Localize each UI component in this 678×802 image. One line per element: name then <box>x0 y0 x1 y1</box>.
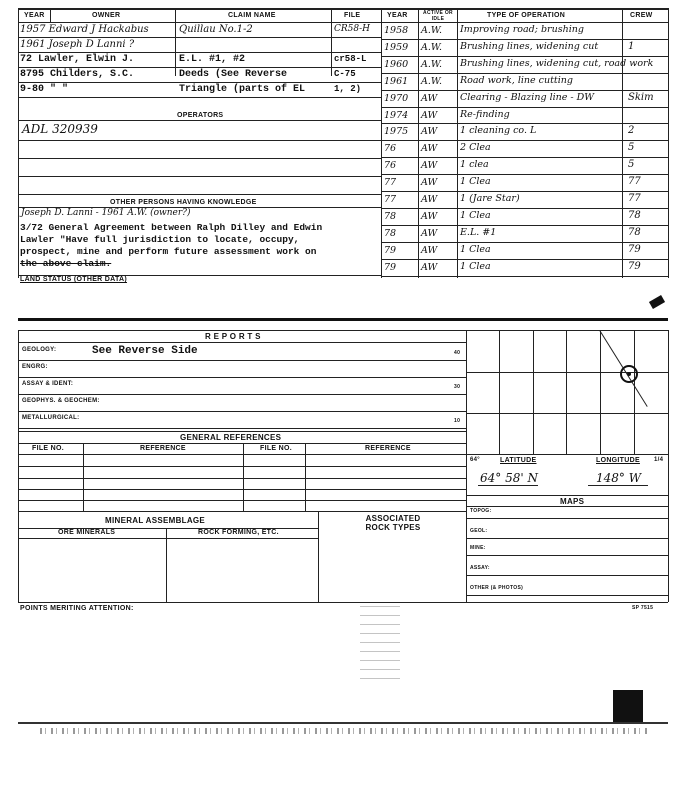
report-row-line <box>18 360 466 361</box>
report-row-value: See Reverse Side <box>92 345 198 357</box>
claim-row-line <box>18 37 381 38</box>
agreement-text <box>20 222 382 270</box>
col-reference-2: REFERENCE <box>365 445 411 452</box>
longitude-label: LONGITUDE <box>596 457 640 464</box>
grid-vertical-line <box>533 330 534 454</box>
report-row-label: GEOPHYS. & GEOCHEM: <box>22 398 100 404</box>
operation-type: 1 cleaning co. L <box>460 125 537 137</box>
claim-row-line <box>18 82 381 83</box>
claim-file: CR58-H <box>334 24 371 34</box>
operation-crew: 5 <box>628 159 635 171</box>
operation-year: 1958 <box>384 25 409 36</box>
claim-name: Deeds (See Reverse <box>179 69 288 80</box>
claim-name: Quillau No.1-2 <box>179 24 253 35</box>
agreement-line: 3/72 General Agreement between Ralph Dilley and Edwin <box>20 222 323 233</box>
report-row-line <box>18 377 466 378</box>
operation-active-idle: A.W. <box>421 25 443 36</box>
ore-minerals-label: ORE MINERALS <box>58 529 116 536</box>
operation-year: 78 <box>384 210 397 222</box>
claim-owner: 8795 Childers, S.C. <box>20 69 135 80</box>
latitude-prefix: 64° <box>470 457 480 463</box>
header-active-idle: ACTIVE OR IDLE <box>423 10 453 22</box>
operation-active-idle: AW <box>421 210 438 222</box>
report-row-number: 40 <box>454 350 461 356</box>
operation-type: Brushing lines, widening cut <box>460 40 599 52</box>
operation-row-line <box>381 259 668 260</box>
operation-row-line <box>381 39 668 40</box>
operation-active-idle: A.W. <box>421 41 443 53</box>
operation-type: 1 Clea <box>460 209 491 221</box>
maps-label: MAPS <box>560 497 585 506</box>
claim-owner: 9-80 " " <box>20 84 69 95</box>
operation-active-idle: AW <box>421 126 438 138</box>
operation-type: 2 Clea <box>460 142 491 154</box>
header-year-2: YEAR <box>387 12 408 19</box>
operation-active-idle: AW <box>421 92 438 104</box>
report-row-line <box>18 428 466 429</box>
longitude-value: 148° W <box>596 471 642 485</box>
header-type-of-operation: TYPE OF OPERATION <box>487 12 566 19</box>
operation-crew: 79 <box>628 243 641 255</box>
mineral-assemblage-title: MINERAL ASSEMBLAGE <box>105 516 206 525</box>
scan-bottom-line <box>18 722 668 724</box>
operation-year: 76 <box>384 143 397 155</box>
report-row-line <box>18 411 466 412</box>
operation-row-line <box>381 140 668 141</box>
claim-owner: 1961 Joseph D Lanni ? <box>20 39 135 50</box>
other-persons-label: OTHER PERSONS HAVING KNOWLEDGE <box>110 199 257 206</box>
operation-type: E.L. #1 <box>460 226 497 238</box>
claim-file: 1, 2) <box>334 84 362 94</box>
operation-type: Road work, line cutting <box>460 74 573 86</box>
operation-year: 1975 <box>384 126 409 138</box>
report-row-number: 30 <box>454 384 461 390</box>
operation-crew: 1 <box>628 40 635 52</box>
scan-noise-column <box>360 606 400 686</box>
operation-type: 1 clea <box>460 159 489 171</box>
operation-type: Brushing lines, widening cut, road work <box>460 57 654 69</box>
right-info-label: ASSAY: <box>470 565 490 571</box>
right-info-line <box>466 555 668 556</box>
operation-row-line <box>381 191 668 192</box>
operation-year: 1974 <box>384 109 409 121</box>
report-row-line <box>18 394 466 395</box>
agreement-line: prospect, mine and perform future assessment work on <box>20 246 317 257</box>
grid-horizontal-line <box>466 413 668 414</box>
operators-label: OPERATORS <box>177 112 224 119</box>
right-info-line <box>466 575 668 576</box>
operation-crew: Skim <box>628 91 654 103</box>
claim-row-line <box>18 67 381 68</box>
latitude-label: LATITUDE <box>500 457 537 464</box>
right-info-line <box>466 538 668 539</box>
operation-type: 1 Clea <box>460 243 491 255</box>
right-info-label: MINE: <box>470 545 486 551</box>
claim-owner: 72 Lawler, Elwin J. <box>20 54 135 65</box>
operation-active-idle: AW <box>421 160 438 172</box>
header-claim-name: CLAIM NAME <box>228 12 276 19</box>
claim-row-line <box>18 97 381 98</box>
operation-row-line <box>381 90 668 91</box>
scan-mark <box>649 295 665 309</box>
header-file: FILE <box>344 12 361 19</box>
scan-black-block <box>613 690 643 724</box>
operation-crew: 77 <box>628 193 641 204</box>
operation-active-idle: AW <box>421 261 438 273</box>
claim-name: Triangle (parts of EL <box>179 84 306 95</box>
operation-year: 76 <box>384 160 397 172</box>
longitude-suffix: 1/4 <box>654 457 664 463</box>
operation-row-line <box>381 276 668 277</box>
right-info-line <box>466 518 668 519</box>
claim-row-line <box>18 52 381 53</box>
operation-type: Re-finding <box>460 108 510 120</box>
operation-active-idle: AW <box>421 109 438 121</box>
operation-year: 79 <box>384 244 397 256</box>
operation-year: 77 <box>384 177 397 189</box>
claim-file: C-75 <box>334 69 356 79</box>
operation-row-line <box>381 225 668 226</box>
claim-file: cr58-L <box>334 54 367 64</box>
operation-type: 1 (Jare Star) <box>460 193 520 204</box>
scan-noise-strip <box>40 728 650 734</box>
grid-vertical-line <box>566 330 567 454</box>
header-owner: OWNER <box>92 12 121 19</box>
operation-row-line <box>381 157 668 158</box>
operation-crew: 2 <box>628 125 635 137</box>
agreement-line: Lawler "Have full jurisdiction to locate, occupy, <box>20 234 300 245</box>
general-references-title: GENERAL REFERENCES <box>180 433 282 442</box>
operation-year: 1970 <box>384 92 409 104</box>
report-row-label: METALLURGICAL: <box>22 415 80 421</box>
operation-active-idle: AW <box>421 143 438 155</box>
header-crew: CREW <box>630 12 653 19</box>
operation-crew: 78 <box>628 209 641 221</box>
operation-row-line <box>381 123 668 124</box>
operation-row-line <box>381 56 668 57</box>
operation-type: 1 Clea <box>460 176 491 188</box>
report-row-number: 10 <box>454 418 461 424</box>
operation-active-idle: AW <box>421 177 438 189</box>
operation-active-idle: AW <box>421 227 438 239</box>
operation-crew: 78 <box>628 226 641 238</box>
claim-owner: 1957 Edward J Hackabus <box>20 24 149 35</box>
operation-crew: 79 <box>628 260 641 272</box>
grid-vertical-line <box>600 330 601 454</box>
associated-rock-types: ASSOCIATED ROCK TYPES <box>365 514 421 532</box>
operation-active-idle: A.W. <box>421 58 443 70</box>
col-file-no-1: FILE NO. <box>32 445 64 452</box>
operation-type: 1 Clea <box>460 260 491 272</box>
operation-row-line <box>381 242 668 243</box>
col-reference-1: REFERENCE <box>140 445 186 452</box>
operation-year: 79 <box>384 261 397 273</box>
report-row-label: ASSAY & IDENT: <box>22 381 74 387</box>
header-year: YEAR <box>24 12 45 19</box>
operation-year: 1961 <box>384 75 409 87</box>
operation-active-idle: AW <box>421 244 438 256</box>
operation-year: 77 <box>384 194 397 205</box>
right-info-label: TOPOG: <box>470 508 492 514</box>
rock-forming-label: ROCK FORMING, ETC. <box>198 529 279 536</box>
scan-smear-line <box>18 318 668 321</box>
operation-active-idle: AW <box>421 194 438 205</box>
reports-title: R E P O R T S <box>205 332 261 341</box>
right-info-label: OTHER (& PHOTOS) <box>470 585 524 591</box>
operation-row-line <box>381 174 668 175</box>
operation-row-line <box>381 107 668 108</box>
grid-vertical-line <box>499 330 500 454</box>
land-status-label: LAND STATUS (OTHER DATA) <box>20 276 128 283</box>
operation-active-idle: A.W. <box>421 75 443 87</box>
report-row-label: ENGRG: <box>22 364 48 370</box>
right-info-label: GEOL: <box>470 528 488 534</box>
agreement-line: the above claim. <box>20 258 112 269</box>
location-circle-marker <box>620 365 638 383</box>
report-row-label: GEOLOGY: <box>22 347 57 353</box>
operation-type: Clearing - Blazing line - DW <box>460 91 595 103</box>
operation-crew: 77 <box>628 176 641 188</box>
operation-row-line <box>381 208 668 209</box>
other-persons-hand: Joseph D. Lanni - 1961 A.W. (owner?) <box>21 208 191 218</box>
col-file-no-2: FILE NO. <box>260 445 292 452</box>
claim-name: E.L. #1, #2 <box>179 54 246 65</box>
operation-year: 1960 <box>384 58 409 70</box>
operators-text: ADL 320939 <box>22 122 98 136</box>
form-number: SP 7515 <box>632 605 654 611</box>
grid-vertical-line <box>634 330 635 454</box>
operation-year: 78 <box>384 227 397 239</box>
operation-row-line <box>381 73 668 74</box>
operation-crew: 5 <box>628 142 635 154</box>
points-meriting-attention-label: POINTS MERITING ATTENTION: <box>20 605 134 612</box>
operation-year: 1959 <box>384 41 409 53</box>
operation-type: Improving road; brushing <box>460 24 584 35</box>
right-info-line <box>466 595 668 596</box>
latitude-value: 64° 58' N <box>480 471 538 485</box>
